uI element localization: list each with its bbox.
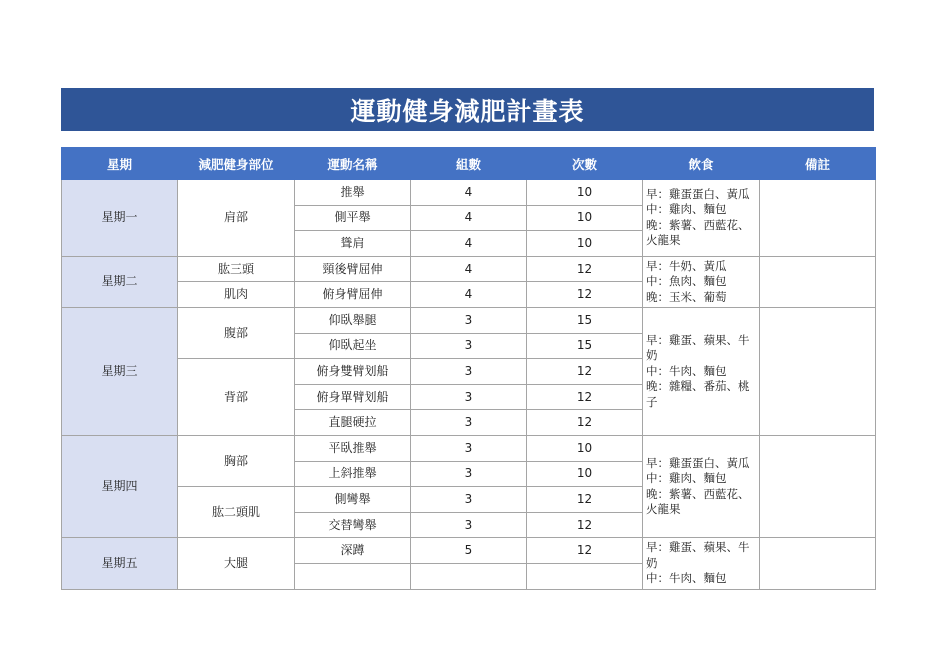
diet-line: 中：牛肉、麵包 — [646, 571, 727, 586]
diet-line: 晚：雜糧、番茄、桃子 — [646, 379, 750, 409]
reps-cell[interactable]: 15 — [527, 333, 643, 359]
diet-line: 中：雞肉、麵包 — [646, 471, 727, 486]
exercise-name-cell[interactable]: 深蹲 — [295, 538, 411, 564]
body-part-cell[interactable]: 腹部 — [178, 307, 295, 358]
notes-cell[interactable] — [760, 180, 876, 257]
sets-cell[interactable]: 4 — [411, 180, 527, 206]
sets-cell[interactable]: 3 — [411, 307, 527, 333]
body-part-cell[interactable]: 肱二頭肌 — [178, 487, 295, 538]
notes-cell[interactable] — [760, 307, 876, 435]
table-row — [62, 435, 876, 461]
exercise-name-cell[interactable]: 側彎舉 — [295, 487, 411, 513]
notes-cell[interactable] — [760, 538, 876, 589]
sets-cell[interactable]: 3 — [411, 384, 527, 410]
diet-cell[interactable] — [643, 435, 760, 537]
body-part-cell[interactable]: 胸部 — [178, 435, 295, 486]
exercise-name-cell[interactable] — [295, 563, 411, 589]
reps-cell[interactable]: 12 — [527, 282, 643, 308]
notes-cell[interactable] — [760, 435, 876, 537]
header-exercise-name[interactable]: 運動名稱 — [295, 148, 411, 180]
header-diet[interactable]: 飲食 — [643, 148, 760, 180]
sets-cell[interactable]: 3 — [411, 359, 527, 385]
table-row — [62, 538, 876, 564]
diet-cell[interactable] — [643, 256, 760, 307]
body-part-cell[interactable]: 肱三頭 — [178, 256, 295, 282]
diet-line: 早：雞蛋、蘋果、牛奶 — [646, 540, 750, 570]
reps-cell[interactable]: 12 — [527, 359, 643, 385]
exercise-name-cell[interactable]: 仰臥舉腿 — [295, 307, 411, 333]
exercise-name-cell[interactable]: 直腿硬拉 — [295, 410, 411, 436]
sets-cell[interactable]: 3 — [411, 410, 527, 436]
exercise-name-cell[interactable]: 俯身臂屈伸 — [295, 282, 411, 308]
exercise-name-cell[interactable]: 上斜推舉 — [295, 461, 411, 487]
table-viewport — [61, 147, 875, 586]
reps-cell[interactable]: 12 — [527, 487, 643, 513]
diet-line: 中：牛肉、麵包 — [646, 363, 727, 378]
page-title: 運動健身減肥計畫表 — [61, 88, 874, 131]
reps-cell[interactable]: 10 — [527, 231, 643, 257]
sets-cell[interactable]: 4 — [411, 256, 527, 282]
exercise-name-cell[interactable]: 平臥推舉 — [295, 435, 411, 461]
exercise-name-cell[interactable]: 仰臥起坐 — [295, 333, 411, 359]
table-row — [62, 180, 876, 206]
diet-line: 早：雞蛋蛋白、黃瓜 — [646, 186, 750, 201]
header-day[interactable]: 星期 — [62, 148, 178, 180]
plan-table — [61, 147, 876, 590]
diet-line: 晚：玉米、葡萄 — [646, 289, 727, 304]
reps-cell[interactable]: 10 — [527, 180, 643, 206]
exercise-name-cell[interactable]: 側平舉 — [295, 205, 411, 231]
diet-cell[interactable] — [643, 307, 760, 435]
day-cell[interactable]: 星期二 — [62, 256, 178, 307]
diet-line: 早：雞蛋蛋白、黃瓜 — [646, 455, 750, 470]
reps-cell[interactable] — [527, 563, 643, 589]
table-row — [62, 256, 876, 282]
sets-cell[interactable]: 3 — [411, 512, 527, 538]
diet-line: 晚：紫薯、西藍花、火龍果 — [646, 217, 750, 248]
body-part-cell[interactable]: 肩部 — [178, 180, 295, 257]
sets-cell[interactable]: 3 — [411, 461, 527, 487]
body-part-cell[interactable]: 肌肉 — [178, 282, 295, 308]
exercise-name-cell[interactable]: 交替彎舉 — [295, 512, 411, 538]
day-cell[interactable]: 星期三 — [62, 307, 178, 435]
table-row — [62, 307, 876, 333]
diet-line: 晚：紫薯、西藍花、火龍果 — [646, 486, 750, 517]
exercise-name-cell[interactable]: 頸後臂屈伸 — [295, 256, 411, 282]
header-sets[interactable]: 組數 — [411, 148, 527, 180]
header-notes[interactable]: 備註 — [760, 148, 876, 180]
exercise-name-cell[interactable]: 推舉 — [295, 180, 411, 206]
reps-cell[interactable]: 15 — [527, 307, 643, 333]
body-part-cell[interactable]: 大腿 — [178, 538, 295, 589]
reps-cell[interactable]: 12 — [527, 256, 643, 282]
reps-cell[interactable]: 12 — [527, 512, 643, 538]
diet-line: 中：雞肉、麵包 — [646, 202, 727, 217]
day-cell[interactable]: 星期五 — [62, 538, 178, 589]
sets-cell[interactable]: 5 — [411, 538, 527, 564]
diet-line: 中：魚肉、麵包 — [646, 274, 727, 289]
diet-cell[interactable] — [643, 180, 760, 257]
sets-cell[interactable]: 3 — [411, 333, 527, 359]
exercise-name-cell[interactable]: 俯身單臂划船 — [295, 384, 411, 410]
reps-cell[interactable]: 10 — [527, 435, 643, 461]
sets-cell[interactable]: 4 — [411, 231, 527, 257]
reps-cell[interactable]: 10 — [527, 205, 643, 231]
day-cell[interactable]: 星期四 — [62, 435, 178, 537]
sets-cell[interactable]: 4 — [411, 282, 527, 308]
body-part-cell[interactable]: 背部 — [178, 359, 295, 436]
reps-cell[interactable]: 12 — [527, 410, 643, 436]
header-reps[interactable]: 次數 — [527, 148, 643, 180]
header-body-part[interactable]: 減肥健身部位 — [178, 148, 295, 180]
diet-line: 早：雞蛋、蘋果、牛奶 — [646, 332, 750, 363]
sets-cell[interactable]: 4 — [411, 205, 527, 231]
diet-line: 早：牛奶、黃瓜 — [646, 258, 727, 273]
reps-cell[interactable]: 12 — [527, 538, 643, 564]
sets-cell[interactable]: 3 — [411, 487, 527, 513]
header-row — [62, 148, 876, 180]
sets-cell[interactable] — [411, 563, 527, 589]
sets-cell[interactable]: 3 — [411, 435, 527, 461]
notes-cell[interactable] — [760, 256, 876, 307]
diet-cell[interactable] — [643, 538, 760, 589]
reps-cell[interactable]: 10 — [527, 461, 643, 487]
reps-cell[interactable]: 12 — [527, 384, 643, 410]
exercise-name-cell[interactable]: 俯身雙臂划船 — [295, 359, 411, 385]
exercise-name-cell[interactable]: 聳肩 — [295, 231, 411, 257]
day-cell[interactable]: 星期一 — [62, 180, 178, 257]
